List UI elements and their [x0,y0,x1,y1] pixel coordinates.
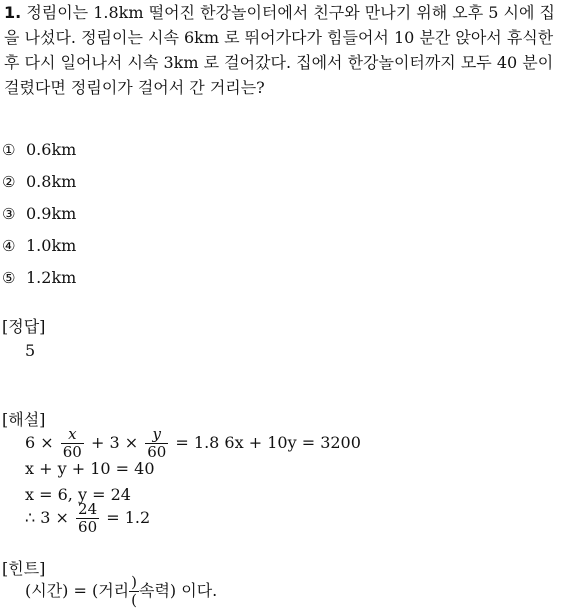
choice-text: 1.2km [26,268,77,287]
hint-text [25,574,217,609]
hint-right: 속력) 이다. [139,581,218,600]
eq1-part-c: = 1.8 6x + 10y = 3200 [175,433,361,452]
answer-value: 5 [25,341,36,360]
question-text-1: 정림이는 1.8km 떨어진 한강놀이터에서 친구와 만나기 위해 오후 5 시에 집 [26,3,555,22]
choice-marker: ④ [2,237,16,255]
choice-text: 0.8km [26,172,77,191]
fraction-denominator: 60 [78,518,98,536]
hint-left: (시간) = (거리 [25,581,130,600]
choice-1[interactable] [2,140,76,159]
question-line-3: 후 다시 일어나서 시속 3km 로 걸어갔다. 집에서 한강놀이터까지 모두 40 분이 [4,53,554,72]
explanation-eq-4 [25,501,150,536]
choice-4[interactable] [2,236,76,255]
question-line-2: 을 나섰다. 정림이는 시속 6km 로 뛰어가다가 힘들어서 10 분간 앉아서 휴식한 [4,28,554,47]
eq1-part-b: + 3 × [90,433,139,452]
hint-fraction [129,574,139,609]
fraction-24-over-60 [76,501,99,536]
fraction-numerator: x [61,426,84,444]
fraction-denominator: 60 [62,443,82,461]
question-line-4: 걸렸다면 정림이가 걸어서 간 거리는? [4,78,265,97]
fraction-y-over-60 [145,426,168,461]
choice-marker: ② [2,173,16,191]
fraction-denominator: ( [131,591,137,609]
explanation-eq-1 [25,426,361,461]
choice-text: 0.9km [26,204,77,223]
choice-2[interactable] [2,172,76,191]
fraction-numerator: 24 [78,500,98,518]
fraction-numerator: ) [131,573,137,591]
question-number: 1. [4,3,22,22]
fraction-denominator: 60 [147,443,167,461]
hint-label: [힌트] [2,559,46,578]
choice-marker: ⑤ [2,269,16,287]
choice-3[interactable] [2,204,76,223]
choice-5[interactable] [2,268,76,287]
explanation-eq-3: x = 6, y = 24 [25,485,131,504]
choice-marker: ③ [2,205,16,223]
question-line-1 [4,0,555,26]
choice-text: 1.0km [26,236,77,255]
eq1-part-a: 6 × [25,433,54,452]
eq4-part-b: = 1.2 [106,508,151,527]
choice-marker: ① [2,141,16,159]
eq4-part-a: ∴ 3 × [25,508,69,527]
fraction-numerator: y [145,426,168,444]
explanation-label: [해설] [2,410,46,429]
answer-label: [정답] [2,317,46,336]
explanation-eq-2: x + y + 10 = 40 [25,459,155,478]
fraction-x-over-60 [61,426,84,461]
choice-text: 0.6km [26,140,77,159]
